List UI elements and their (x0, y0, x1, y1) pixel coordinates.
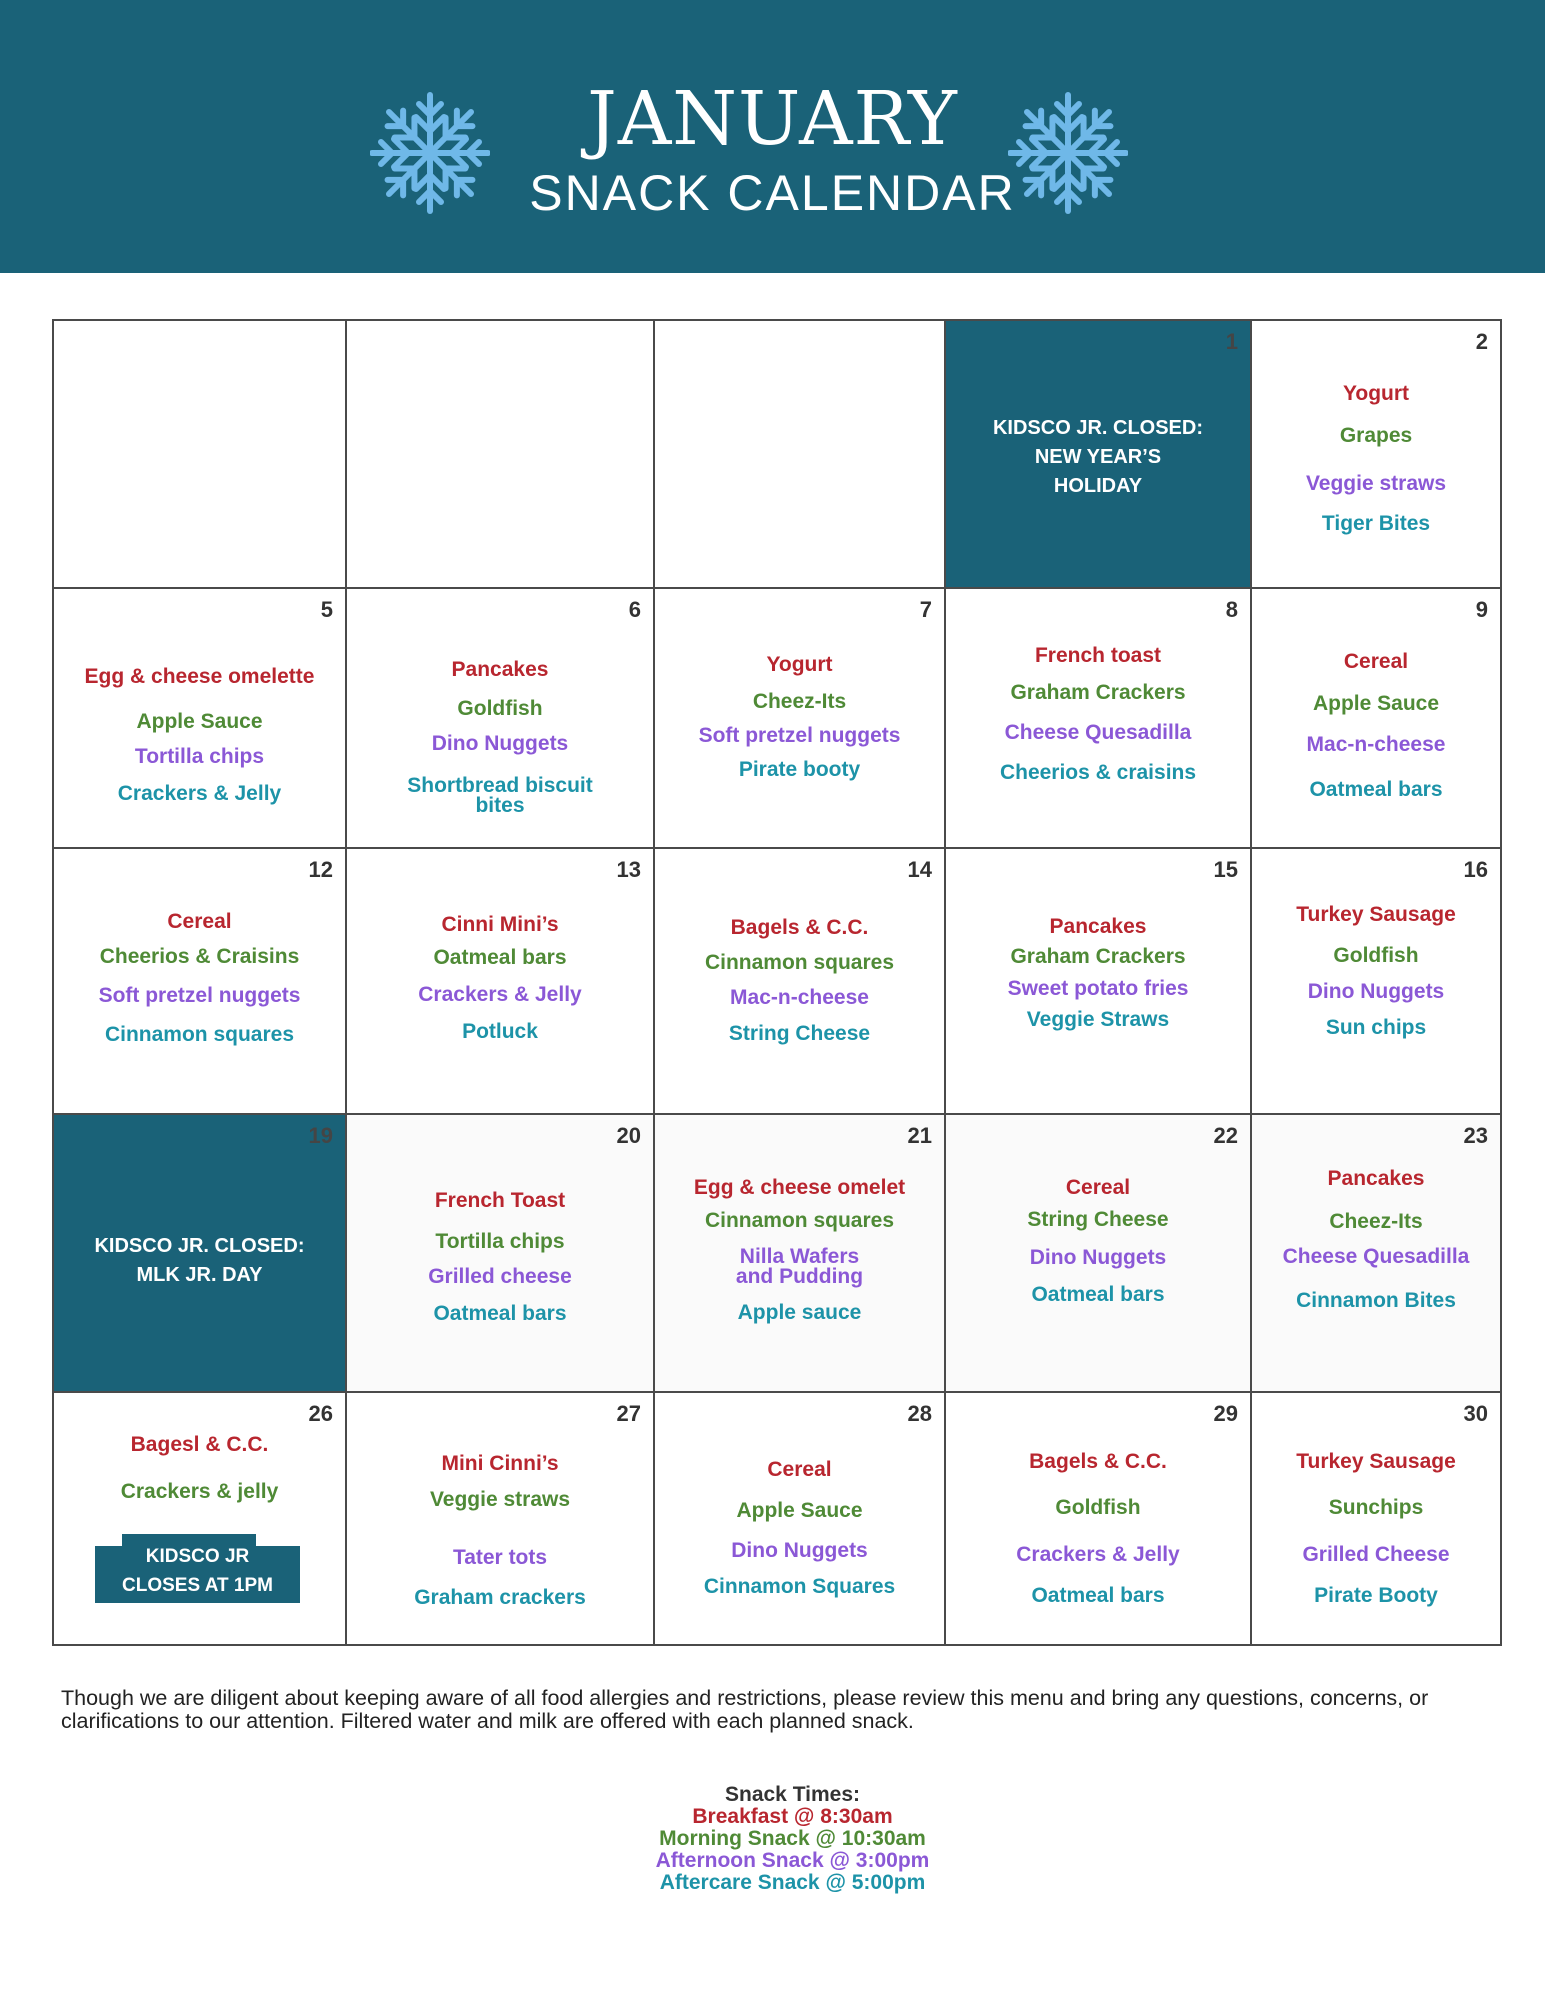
aftercare-snack-item: String Cheese (728, 1022, 871, 1045)
aftercare-snack-item: Pirate Booty (1314, 1584, 1438, 1607)
calendar-cell-day-7 (655, 589, 946, 849)
aftercare-snack-item: Tiger Bites (1321, 512, 1431, 535)
aftercare-snack-item: Shortbread biscuit (407, 774, 593, 797)
calendar-cell-day-28 (655, 1393, 946, 1644)
morning-snack-item: Apple Sauce (736, 1499, 863, 1522)
day-number: 1 (1225, 329, 1238, 354)
aftercare-snack-item: Cinnamon Bites (1296, 1289, 1456, 1312)
day-number: 12 (308, 857, 333, 882)
day-number: 6 (628, 597, 641, 622)
afternoon-snack-item: Mac-n-cheese (730, 986, 869, 1009)
day-number: 23 (1463, 1123, 1488, 1148)
aftercare-snack-item: bites (475, 794, 525, 817)
breakfast-item: Bagesl & C.C. (130, 1433, 269, 1456)
breakfast-item: Cereal (767, 1458, 832, 1481)
calendar-cell-day-26 (54, 1393, 347, 1644)
calendar-cell-empty (54, 321, 347, 589)
day-number: 30 (1463, 1401, 1488, 1426)
calendar-cell-day-16 (1252, 849, 1500, 1115)
breakfast-item: Egg & cheese omelette (84, 665, 315, 688)
calendar-cell-day-13 (347, 849, 655, 1115)
breakfast-time: Breakfast @ 8:30am (692, 1805, 893, 1828)
morning-snack-item: Cheerios & Craisins (99, 945, 300, 968)
breakfast-item: Bagels & C.C. (1029, 1450, 1167, 1473)
afternoon-snack-item: Mac-n-cheese (1306, 733, 1446, 756)
calendar-cell-day-23 (1252, 1115, 1500, 1393)
breakfast-item: Cereal (1065, 1176, 1131, 1199)
breakfast-item: Egg & cheese omelet (693, 1176, 906, 1199)
closed-line: HOLIDAY (1053, 475, 1143, 497)
allergy-note: Though we are diligent about keeping aware of all food allergies and restrictions, please review this menu and bring any questions, concerns, or clarifications to our attention. Filtered water and milk are offered with each planned snack. (61, 1686, 1429, 1733)
closed-line: NEW YEAR’S (1034, 446, 1162, 468)
afternoon-snack-item: Crackers & Jelly (418, 983, 582, 1006)
aftercare-snack-item: Oatmeal bars (1031, 1584, 1165, 1607)
breakfast-item: Cereal (167, 910, 232, 933)
page-subtitle: SNACK CALENDAR (529, 165, 1016, 221)
early-close-line: KIDSCO JR (145, 1546, 250, 1567)
afternoon-snack-item: Soft pretzel nuggets (698, 724, 901, 747)
aftercare-snack-item: Graham crackers (414, 1586, 586, 1609)
afternoon-snack-item: Dino Nuggets (731, 1539, 868, 1562)
day-number: 16 (1463, 857, 1488, 882)
calendar-cell-day-9 (1252, 589, 1500, 849)
calendar-cell-day-29 (946, 1393, 1252, 1644)
early-close-line: CLOSES AT 1PM (122, 1575, 273, 1596)
closed-notice (54, 1232, 345, 1290)
breakfast-item: Mini Cinni’s (441, 1452, 559, 1475)
breakfast-item: Turkey Sausage (1296, 1450, 1456, 1473)
breakfast-item: Yogurt (766, 653, 833, 676)
calendar-cell-day-22 (946, 1115, 1252, 1393)
morning-snack-item: Oatmeal bars (433, 946, 567, 969)
morning-snack-item: Goldfish (1333, 944, 1419, 967)
afternoon-snack-item: Sweet potato fries (1007, 977, 1189, 1000)
day-number: 29 (1213, 1401, 1238, 1426)
calendar-grid (52, 319, 1502, 1646)
calendar-cell-day-14 (655, 849, 946, 1115)
morning-snack-item: Cheez-Its (1329, 1210, 1423, 1233)
afternoon-snack-item: Tortilla chips (134, 745, 265, 768)
day-number: 2 (1475, 329, 1488, 354)
aftercare-snack-item: Oatmeal bars (433, 1302, 567, 1325)
calendar-cell-day-15 (946, 849, 1252, 1115)
aftercare-snack-item: Oatmeal bars (1031, 1283, 1165, 1306)
aftercare-snack-item: Cinnamon Squares (703, 1575, 896, 1598)
breakfast-item: Turkey Sausage (1296, 903, 1456, 926)
breakfast-item: Pancakes (1327, 1167, 1425, 1190)
breakfast-item: Yogurt (1342, 382, 1410, 405)
calendar-cell-day-30 (1252, 1393, 1500, 1644)
day-number: 22 (1213, 1123, 1238, 1148)
afternoon-snack-item: Cheese Quesadilla (1004, 721, 1192, 744)
day-number: 9 (1475, 597, 1488, 622)
day-number: 21 (907, 1123, 932, 1148)
afternoon-snack-item: Veggie straws (1305, 472, 1447, 495)
morning-snack-item: Crackers & jelly (120, 1480, 279, 1503)
calendar-cell-day-12 (54, 849, 347, 1115)
closed-line: KIDSCO JR. CLOSED: (992, 417, 1204, 439)
day-number: 27 (616, 1401, 641, 1426)
calendar-cell-day-6 (347, 589, 655, 849)
morning-snack-item: Goldfish (1055, 1496, 1141, 1519)
calendar-cell-empty (655, 321, 946, 589)
afternoon-snack-item: Grilled cheese (428, 1265, 572, 1288)
snack-times-heading: Snack Times: (724, 1783, 860, 1806)
calendar-cell-day-19 (54, 1115, 347, 1393)
aftercare-snack-item: Apple sauce (737, 1301, 862, 1324)
aftercare-snack-item: Sun chips (1325, 1016, 1427, 1039)
day-number: 28 (907, 1401, 932, 1426)
aftercare-snack-item: Cinnamon squares (104, 1023, 295, 1046)
day-number: 8 (1225, 597, 1238, 622)
afternoon-snack-item: Cheese Quesadilla (1282, 1245, 1470, 1268)
breakfast-item: Pancakes (451, 658, 549, 681)
morning-snack-time: Morning Snack @ 10:30am (659, 1827, 926, 1850)
calendar-cell-day-1 (946, 321, 1252, 589)
breakfast-item: Pancakes (1049, 915, 1147, 938)
calendar-cell-day-27 (347, 1393, 655, 1644)
aftercare-snack-item: Veggie Straws (1026, 1008, 1170, 1031)
calendar-cell-day-8 (946, 589, 1252, 849)
morning-snack-item: Cinnamon squares (704, 951, 895, 974)
aftercare-snack-item: Cheerios & craisins (999, 761, 1197, 784)
morning-snack-item: Veggie straws (429, 1488, 571, 1511)
breakfast-item: French Toast (434, 1189, 566, 1212)
snack-times (0, 1784, 1545, 1894)
calendar-cell-day-2 (1252, 321, 1500, 589)
morning-snack-item: Goldfish (457, 697, 543, 720)
morning-snack-item: Graham Crackers (1010, 681, 1186, 704)
morning-snack-item: Graham Crackers (1010, 945, 1186, 968)
afternoon-snack-item: Crackers & Jelly (1016, 1543, 1180, 1566)
snowflake-icon (1008, 88, 1128, 218)
afternoon-snack-item: Dino Nuggets (1029, 1246, 1167, 1269)
day-number: 15 (1213, 857, 1238, 882)
breakfast-item: Cinni Mini’s (441, 913, 559, 936)
morning-snack-item: String Cheese (1027, 1208, 1169, 1231)
afternoon-snack-item: Nilla Wafers (739, 1245, 860, 1268)
afternoon-snack-item: Grilled Cheese (1302, 1543, 1450, 1566)
morning-snack-item: Grapes (1339, 424, 1413, 447)
day-number: 19 (308, 1123, 333, 1148)
day-number: 14 (907, 857, 932, 882)
calendar-cell-empty (347, 321, 655, 589)
calendar-cell-day-20 (347, 1115, 655, 1393)
calendar-cell-day-21 (655, 1115, 946, 1393)
morning-snack-item: Cinnamon squares (704, 1209, 895, 1232)
afternoon-snack-item: and Pudding (735, 1265, 864, 1288)
calendar-cell-day-5 (54, 589, 347, 849)
afternoon-snack-time: Afternoon Snack @ 3:00pm (655, 1849, 930, 1872)
day-number: 20 (616, 1123, 641, 1148)
aftercare-snack-item: Oatmeal bars (1309, 778, 1443, 801)
breakfast-item: Cereal (1343, 650, 1409, 673)
aftercare-snack-item: Crackers & Jelly (117, 782, 282, 805)
afternoon-snack-item: Dino Nuggets (1307, 980, 1445, 1003)
closed-line: MLK JR. DAY (136, 1264, 263, 1286)
morning-snack-item: Apple Sauce (1312, 692, 1440, 715)
breakfast-item: French toast (1034, 644, 1162, 667)
day-number: 26 (308, 1401, 333, 1426)
morning-snack-item: Cheez-Its (752, 690, 847, 713)
afternoon-snack-item: Soft pretzel nuggets (98, 984, 301, 1007)
aftercare-snack-item: Pirate booty (738, 758, 861, 781)
day-number: 7 (919, 597, 932, 622)
afternoon-snack-item: Tater tots (452, 1546, 548, 1569)
morning-snack-item: Tortilla chips (435, 1230, 565, 1253)
early-close-badge (95, 1546, 300, 1603)
closed-notice (946, 414, 1250, 501)
aftercare-snack-item: Potluck (462, 1020, 538, 1043)
day-number: 5 (320, 597, 333, 622)
morning-snack-item: Apple Sauce (136, 710, 263, 733)
morning-snack-item: Sunchips (1328, 1496, 1424, 1519)
closed-line: KIDSCO JR. CLOSED: (94, 1235, 305, 1257)
breakfast-item: Bagels & C.C. (730, 916, 869, 939)
page-title: JANUARY (587, 76, 958, 162)
header-banner (0, 0, 1545, 273)
aftercare-snack-time: Aftercare Snack @ 5:00pm (659, 1871, 926, 1894)
afternoon-snack-item: Dino Nuggets (431, 732, 569, 755)
day-number: 13 (616, 857, 641, 882)
